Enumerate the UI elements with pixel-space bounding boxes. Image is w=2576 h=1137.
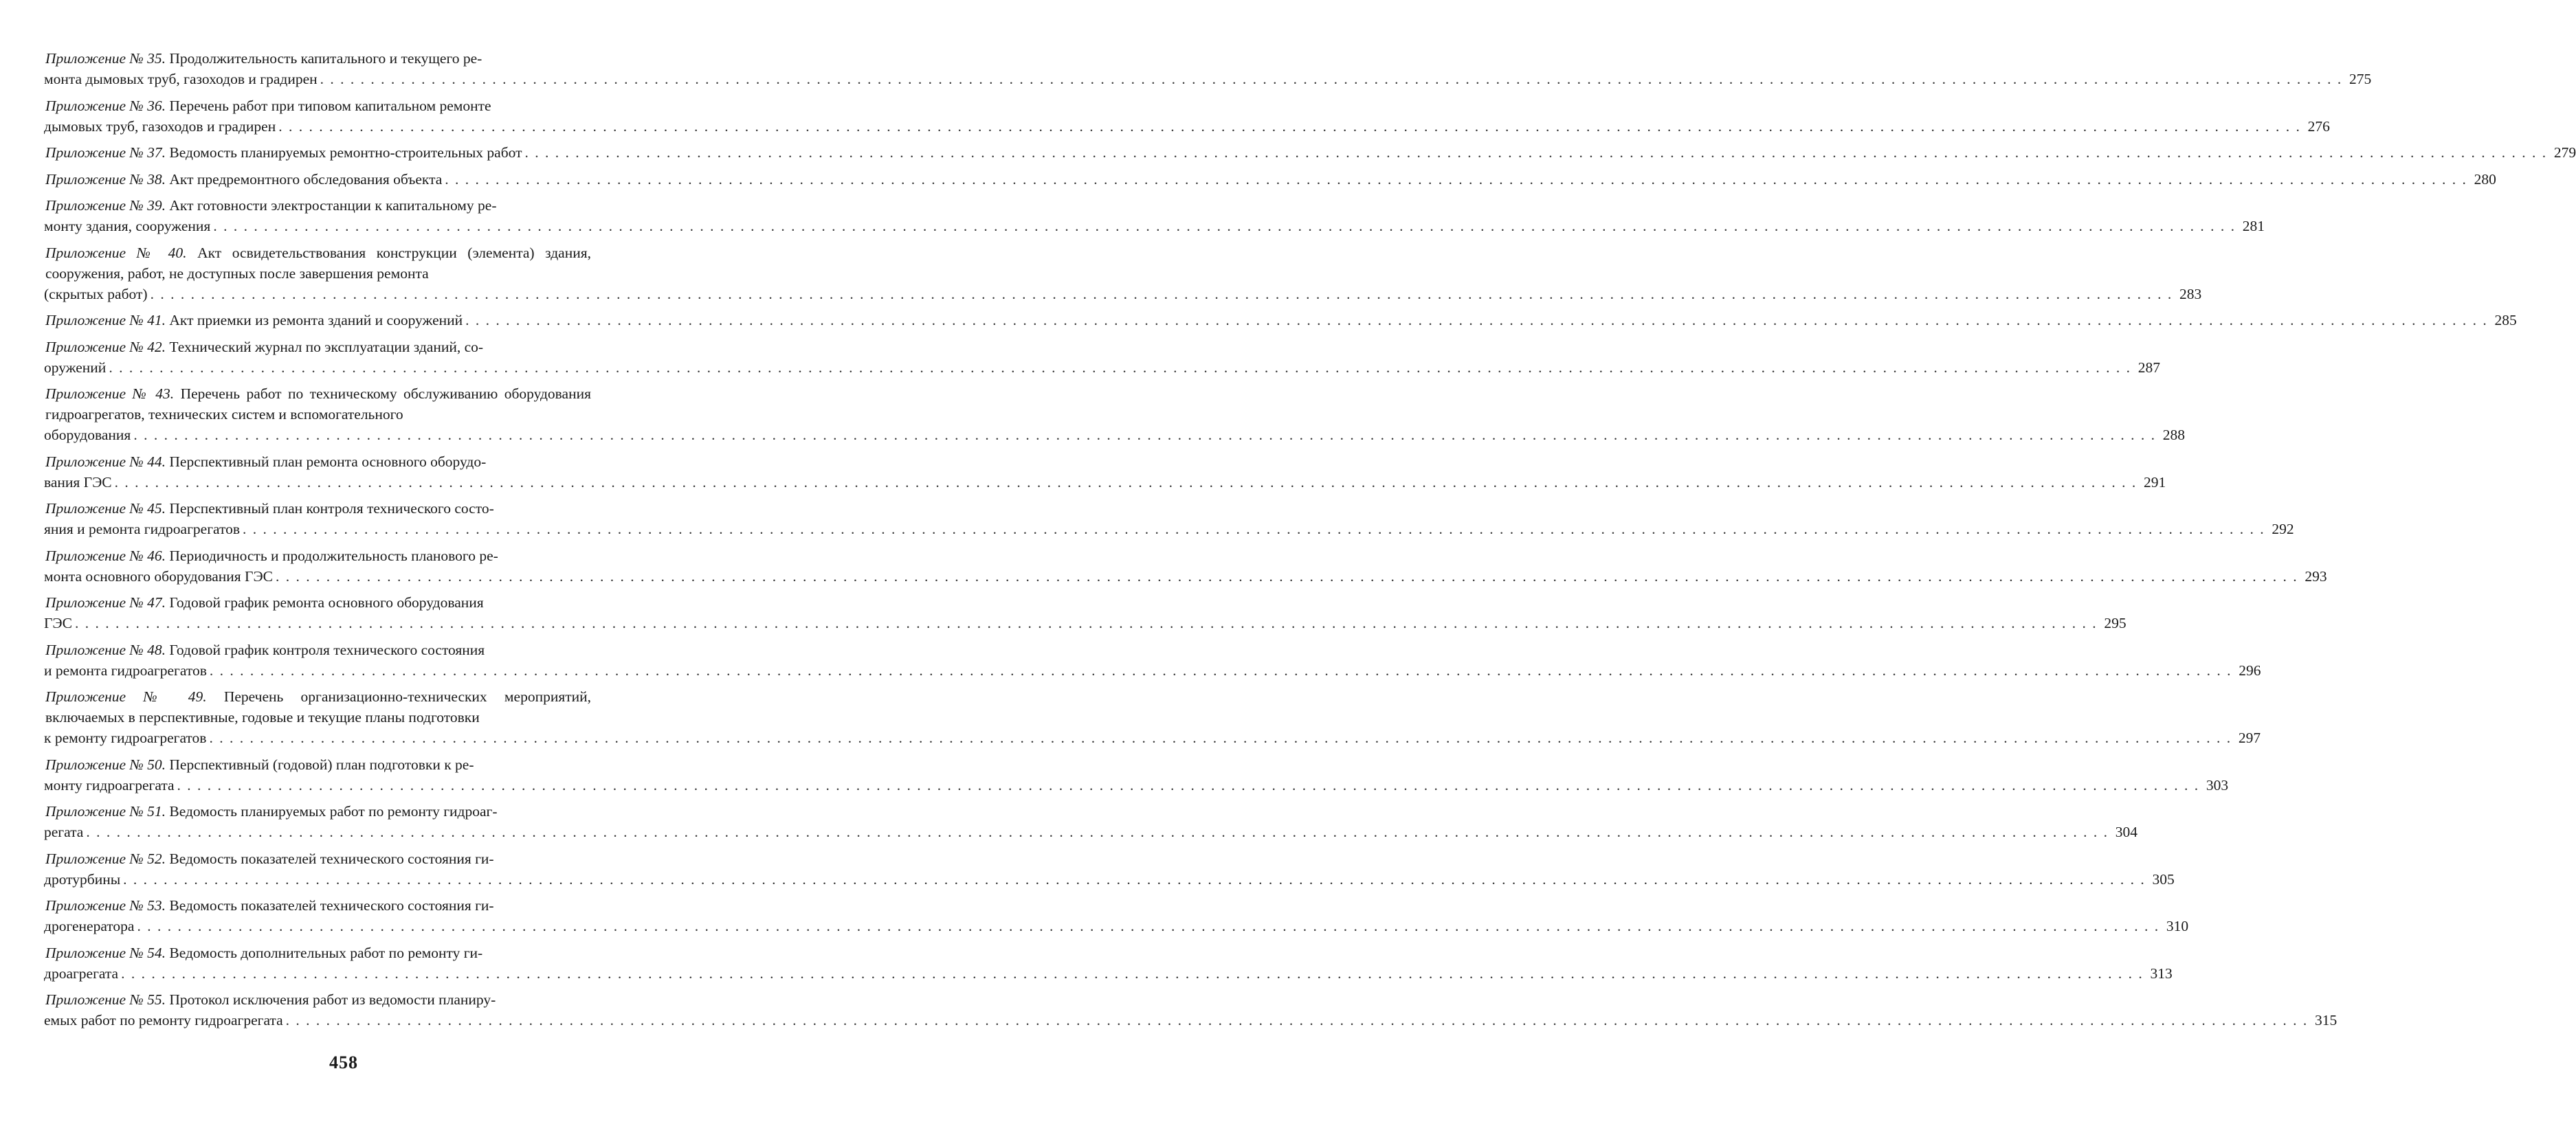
page-ref[interactable]: 291: [2144, 473, 2166, 491]
entry-title: Ведомость планируемых работ по ремонту гидроаг-: [169, 803, 498, 820]
entry-leader-line: [44, 116, 2330, 137]
toc-entry[interactable]: [44, 754, 2229, 796]
appendix-number: Приложение № 43.: [45, 385, 175, 402]
appendix-number: Приложение № 51.: [45, 803, 166, 820]
entry-leader-line: [44, 775, 2229, 796]
dot-leader: . . . . . . . . . . . . . . . . . . . . . . . . . . . . . . . . . . . . . . . . . . . . . . . . . . . . . . . . . . . . . . . . . . . . . . . . . . . . . . . . . . . . . . . . . . . . . . . . . . . . . . . . . . . . . . . . . . . . . . . . . . . . . . . . . . . . . . . . . . . . . . . . . . . . . . . . . . . . . . . . . . . . . . . . . . . . . . . . . . . . . . . . . . . . . . . . . . . . . . . .: [243, 521, 2265, 537]
page-ref[interactable]: 287: [2138, 359, 2160, 376]
entry-title-end: ГЭС: [44, 615, 72, 631]
appendix-number: Приложение № 55.: [45, 991, 166, 1008]
entry-title-end: монту гидроагрегата: [44, 776, 175, 793]
entry-title: Перспективный план контроля технического состо-: [169, 500, 494, 517]
appendix-number: Приложение № 53.: [45, 897, 166, 914]
appendix-number: Приложение № 41.: [45, 312, 166, 328]
toc-entry[interactable]: [44, 895, 2189, 936]
entry-heading: [44, 640, 591, 660]
entry-title: Периодичность и продолжительность планового ре-: [169, 547, 498, 564]
entry-title-end: вания ГЭС: [44, 473, 112, 491]
entry-leader-line: [44, 566, 2327, 587]
entry-title-end: [45, 142, 522, 163]
page-ref[interactable]: 304: [2115, 824, 2138, 840]
entry-title: Акт освидетельствования конструкции (элемента) здания, сооружения, работ, не доступных после завершения ремонта: [45, 244, 592, 282]
table-of-contents: [44, 48, 2576, 1037]
entry-heading: [44, 48, 591, 69]
entry-title-end: яния и ремонта гидроагрегатов: [44, 521, 241, 537]
toc-entry[interactable]: [44, 801, 2138, 842]
page-ref[interactable]: 285: [2494, 312, 2517, 328]
page-number: 458: [329, 1052, 358, 1072]
entry-heading: [44, 686, 591, 728]
toc-entry[interactable]: [44, 545, 2327, 587]
entry-title: Перспективный (годовой) план подготовки к ре-: [169, 756, 474, 773]
dot-leader: . . . . . . . . . . . . . . . . . . . . . . . . . . . . . . . . . . . . . . . . . . . . . . . . . . . . . . . . . . . . . . . . . . . . . . . . . . . . . . . . . . . . . . . . . . . . . . . . . . . . . . . . . . . . . . . . . . . . . . . . . . . . . . . . . . . . . . . . . . . . . . . . . . . . . . . . . . . . . . . . . . . . . . . . . . . . . . . . . . . . . . . . . . . . . . . . . . . . . . . .: [121, 965, 2144, 982]
page-ref[interactable]: 283: [2179, 285, 2202, 302]
page-ref[interactable]: 276: [2307, 117, 2330, 135]
toc-entry[interactable]: [44, 310, 2517, 330]
dot-leader: . . . . . . . . . . . . . . . . . . . . . . . . . . . . . . . . . . . . . . . . . . . . . . . . . . . . . . . . . . . . . . . . . . . . . . . . . . . . . . . . . . . . . . . . . . . . . . . . . . . . . . . . . . . . . . . . . . . . . . . . . . . . . . . . . . . . . . . . . . . . . . . . . . . . . . . . . . . . . . . . . . . . . . . . . . . . . . . . . . . . . . . . . . . . . . . . . . . . . . . .: [285, 1012, 2309, 1028]
entry-title-end: к ремонту гидроагрегатов: [44, 730, 207, 746]
toc-entry[interactable]: [44, 686, 2261, 748]
entry-leader-line: [44, 916, 2189, 936]
dot-leader: . . . . . . . . . . . . . . . . . . . . . . . . . . . . . . . . . . . . . . . . . . . . . . . . . . . . . . . . . . . . . . . . . . . . . . . . . . . . . . . . . . . . . . . . . . . . . . . . . . . . . . . . . . . . . . . . . . . . . . . . . . . . . . . . . . . . . . . . . . . . . . . . . . . . . . . . . . . . . . . . . . . . . . . . . . . . . . . . . . . . . . . . . . . . . . . . . . . . . . . .: [86, 824, 2109, 840]
dot-leader: . . . . . . . . . . . . . . . . . . . . . . . . . . . . . . . . . . . . . . . . . . . . . . . . . . . . . . . . . . . . . . . . . . . . . . . . . . . . . . . . . . . . . . . . . . . . . . . . . . . . . . . . . . . . . . . . . . . . . . . . . . . . . . . . . . . . . . . . . . . . . . . . . . . . . . . . . . . . . . . . . . . . . . . . . . . . . . . . . . . . . . . . . . . . . . . . . . . . . . . .: [524, 144, 2548, 161]
appendix-number: Приложение № 40.: [45, 244, 187, 261]
entry-title: Перспективный план ремонта основного оборудо-: [169, 453, 487, 470]
page-ref[interactable]: 313: [2150, 965, 2173, 982]
entry-title-end: емых работ по ремонту гидроагрегата: [44, 1012, 283, 1028]
appendix-number: Приложение № 35.: [45, 50, 166, 67]
dot-leader: . . . . . . . . . . . . . . . . . . . . . . . . . . . . . . . . . . . . . . . . . . . . . . . . . . . . . . . . . . . . . . . . . . . . . . . . . . . . . . . . . . . . . . . . . . . . . . . . . . . . . . . . . . . . . . . . . . . . . . . . . . . . . . . . . . . . . . . . . . . . . . . . . . . . . . . . . . . . . . . . . . . . . . . . . . . . . . . . . . . . . . . . . . . . . . . . . . . . . . . .: [133, 427, 2156, 443]
toc-entry[interactable]: [44, 383, 2185, 445]
entry-heading: [44, 451, 591, 472]
entry-title: Перечень организационно-технических мероприятий, включаемых в перспективные, годовые и текущие планы подготовки: [45, 688, 591, 725]
dot-leader: . . . . . . . . . . . . . . . . . . . . . . . . . . . . . . . . . . . . . . . . . . . . . . . . . . . . . . . . . . . . . . . . . . . . . . . . . . . . . . . . . . . . . . . . . . . . . . . . . . . . . . . . . . . . . . . . . . . . . . . . . . . . . . . . . . . . . . . . . . . . . . . . . . . . . . . . . . . . . . . . . . . . . . . . . . . . . . . . . . . . . . . . . . . . . . . . . . . . . . . .: [213, 218, 2236, 234]
dot-leader: . . . . . . . . . . . . . . . . . . . . . . . . . . . . . . . . . . . . . . . . . . . . . . . . . . . . . . . . . . . . . . . . . . . . . . . . . . . . . . . . . . . . . . . . . . . . . . . . . . . . . . . . . . . . . . . . . . . . . . . . . . . . . . . . . . . . . . . . . . . . . . . . . . . . . . . . . . . . . . . . . . . . . . . . . . . . . . . . . . . . . . . . . . . . . . . . . . . . . . . .: [109, 359, 2131, 376]
page-ref[interactable]: 305: [2152, 870, 2175, 888]
dot-leader: . . . . . . . . . . . . . . . . . . . . . . . . . . . . . . . . . . . . . . . . . . . . . . . . . . . . . . . . . . . . . . . . . . . . . . . . . . . . . . . . . . . . . . . . . . . . . . . . . . . . . . . . . . . . . . . . . . . . . . . . . . . . . . . . . . . . . . . . . . . . . . . . . . . . . . . . . . . . . . . . . . . . . . . . . . . . . . . . . . . . . . . . . . . . . . . . . . . . . . . .: [123, 870, 2146, 888]
appendix-number: Приложение № 50.: [45, 756, 166, 773]
entry-leader-line: [44, 310, 2517, 330]
toc-entry[interactable]: [44, 848, 2175, 890]
dot-leader: . . . . . . . . . . . . . . . . . . . . . . . . . . . . . . . . . . . . . . . . . . . . . . . . . . . . . . . . . . . . . . . . . . . . . . . . . . . . . . . . . . . . . . . . . . . . . . . . . . . . . . . . . . . . . . . . . . . . . . . . . . . . . . . . . . . . . . . . . . . . . . . . . . . . . . . . . . . . . . . . . . . . . . . . . . . . . . . . . . . . . . . . . . . . . . . . . . . . . . . .: [209, 730, 2232, 746]
toc-entry[interactable]: [44, 95, 2330, 137]
dot-leader: . . . . . . . . . . . . . . . . . . . . . . . . . . . . . . . . . . . . . . . . . . . . . . . . . . . . . . . . . . . . . . . . . . . . . . . . . . . . . . . . . . . . . . . . . . . . . . . . . . . . . . . . . . . . . . . . . . . . . . . . . . . . . . . . . . . . . . . . . . . . . . . . . . . . . . . . . . . . . . . . . . . . . . . . . . . . . . . . . . . . . . . . . . . . . . . . . . . . . . . .: [445, 170, 2467, 188]
appendix-number: Приложение № 38.: [45, 170, 166, 188]
page-ref[interactable]: 303: [2206, 776, 2229, 793]
entry-leader-line: [44, 425, 2185, 445]
entry-leader-line: [44, 216, 2265, 236]
entry-title: Акт приемки из ремонта зданий и сооружений: [169, 312, 463, 328]
toc-entry[interactable]: [44, 142, 2576, 163]
entry-title-end: дрогенератора: [44, 918, 135, 934]
entry-title: Ведомость показателей технического состояния ги-: [169, 850, 494, 867]
entry-leader-line: [44, 357, 2160, 378]
entry-title-end: регата: [44, 824, 84, 840]
entry-title-end: (скрытых работ): [44, 285, 148, 302]
toc-entry[interactable]: [44, 451, 2166, 493]
entry-title-end: и ремонта гидроагрегатов: [44, 662, 207, 679]
appendix-number: Приложение № 39.: [45, 197, 166, 214]
entry-heading: [44, 754, 591, 775]
entry-heading: [44, 989, 591, 1010]
entry-heading: [44, 498, 591, 519]
dot-leader: . . . . . . . . . . . . . . . . . . . . . . . . . . . . . . . . . . . . . . . . . . . . . . . . . . . . . . . . . . . . . . . . . . . . . . . . . . . . . . . . . . . . . . . . . . . . . . . . . . . . . . . . . . . . . . . . . . . . . . . . . . . . . . . . . . . . . . . . . . . . . . . . . . . . . . . . . . . . . . . . . . . . . . . . . . . . . . . . . . . . . . . . . . . . . . . . . . . . . . . .: [137, 918, 2160, 934]
dot-leader: . . . . . . . . . . . . . . . . . . . . . . . . . . . . . . . . . . . . . . . . . . . . . . . . . . . . . . . . . . . . . . . . . . . . . . . . . . . . . . . . . . . . . . . . . . . . . . . . . . . . . . . . . . . . . . . . . . . . . . . . . . . . . . . . . . . . . . . . . . . . . . . . . . . . . . . . . . . . . . . . . . . . . . . . . . . . . . . . . . . . . . . . . . . . . . . . . . . . . . . .: [114, 473, 2138, 491]
dot-leader: . . . . . . . . . . . . . . . . . . . . . . . . . . . . . . . . . . . . . . . . . . . . . . . . . . . . . . . . . . . . . . . . . . . . . . . . . . . . . . . . . . . . . . . . . . . . . . . . . . . . . . . . . . . . . . . . . . . . . . . . . . . . . . . . . . . . . . . . . . . . . . . . . . . . . . . . . . . . . . . . . . . . . . . . . . . . . . . . . . . . . . . . . . . . . . . . . . . . . . . .: [465, 312, 2488, 328]
entry-title: Годовой график контроля технического состояния: [169, 641, 485, 658]
toc-entry[interactable]: [44, 48, 2372, 89]
entry-title: Ведомость планируемых ремонтно-строительных работ: [169, 144, 522, 161]
toc-entry[interactable]: [44, 943, 2173, 984]
page-ref[interactable]: 292: [2272, 521, 2294, 537]
dot-leader: . . . . . . . . . . . . . . . . . . . . . . . . . . . . . . . . . . . . . . . . . . . . . . . . . . . . . . . . . . . . . . . . . . . . . . . . . . . . . . . . . . . . . . . . . . . . . . . . . . . . . . . . . . . . . . . . . . . . . . . . . . . . . . . . . . . . . . . . . . . . . . . . . . . . . . . . . . . . . . . . . . . . . . . . . . . . . . . . . . . . . . . . . . . . . . . . . . . . . . . .: [150, 285, 2173, 302]
entry-title: Технический журнал по эксплуатации зданий, со-: [169, 338, 484, 355]
entry-heading: [44, 337, 591, 357]
toc-entry[interactable]: [44, 640, 2261, 681]
entry-title-end: оборудования: [44, 427, 131, 443]
entry-leader-line: [44, 963, 2173, 984]
page-ref[interactable]: 279: [2553, 144, 2576, 161]
page-ref[interactable]: 297: [2238, 730, 2261, 746]
page-ref[interactable]: 310: [2166, 918, 2189, 934]
page-ref[interactable]: 275: [2349, 71, 2372, 87]
entry-title: Продолжительность капитального и текущего ре-: [169, 50, 482, 67]
toc-entry[interactable]: [44, 337, 2160, 378]
entry-title-end: [45, 169, 442, 190]
entry-title: Акт готовности электростанции к капитальному ре-: [169, 197, 497, 214]
entry-heading: [44, 848, 591, 869]
appendix-number: Приложение № 46.: [45, 547, 166, 564]
entry-title: Ведомость дополнительных работ по ремонту ги-: [169, 944, 483, 961]
entry-heading: [44, 383, 591, 425]
page-ref[interactable]: 293: [2305, 567, 2327, 585]
page-ref[interactable]: 281: [2242, 218, 2265, 234]
entry-leader-line: [44, 169, 2496, 190]
appendix-number: Приложение № 42.: [45, 338, 166, 355]
entry-title-end: [45, 310, 463, 330]
entry-leader-line: [44, 1010, 2338, 1031]
dot-leader: . . . . . . . . . . . . . . . . . . . . . . . . . . . . . . . . . . . . . . . . . . . . . . . . . . . . . . . . . . . . . . . . . . . . . . . . . . . . . . . . . . . . . . . . . . . . . . . . . . . . . . . . . . . . . . . . . . . . . . . . . . . . . . . . . . . . . . . . . . . . . . . . . . . . . . . . . . . . . . . . . . . . . . . . . . . . . . . . . . . . . . . . . . . . . . . . . . . . . . . .: [209, 662, 2232, 679]
appendix-number: Приложение № 48.: [45, 641, 166, 658]
entry-title: Перечень работ при типовом капитальном ремонте: [169, 97, 491, 114]
entry-heading: [44, 592, 591, 613]
entry-heading: [44, 801, 591, 822]
entry-leader-line: [44, 142, 2576, 163]
dot-leader: . . . . . . . . . . . . . . . . . . . . . . . . . . . . . . . . . . . . . . . . . . . . . . . . . . . . . . . . . . . . . . . . . . . . . . . . . . . . . . . . . . . . . . . . . . . . . . . . . . . . . . . . . . . . . . . . . . . . . . . . . . . . . . . . . . . . . . . . . . . . . . . . . . . . . . . . . . . . . . . . . . . . . . . . . . . . . . . . . . . . . . . . . . . . . . . . . . . . . . . .: [320, 71, 2343, 87]
entry-title: Ведомость показателей технического состояния ги-: [169, 897, 494, 914]
entry-title-end: дротурбины: [44, 870, 121, 888]
appendix-number: Приложение № 54.: [45, 944, 166, 961]
entry-title: Годовой график ремонта основного оборудования: [169, 594, 484, 611]
entry-title-end: дымовых труб, газоходов и градирен: [44, 117, 276, 135]
page-ref[interactable]: 288: [2162, 427, 2185, 443]
entry-title-end: дроагрегата: [44, 965, 119, 982]
entry-title: Акт предремонтного обследования объекта: [169, 170, 443, 188]
entry-title: Протокол исключения работ из ведомости планиру-: [169, 991, 496, 1008]
entry-heading: [44, 943, 591, 963]
page-ref[interactable]: 296: [2239, 662, 2261, 679]
appendix-number: Приложение № 52.: [45, 850, 166, 867]
entry-leader-line: [44, 660, 2261, 681]
appendix-number: Приложение № 45.: [45, 500, 166, 517]
page-ref[interactable]: 295: [2104, 615, 2127, 631]
entry-heading: [44, 895, 591, 916]
entry-title-end: монту здания, сооружения: [44, 218, 211, 234]
entry-leader-line: [44, 869, 2175, 890]
toc-entry[interactable]: [44, 989, 2338, 1031]
page-ref[interactable]: 315: [2315, 1012, 2338, 1028]
entry-leader-line: [44, 519, 2294, 539]
entry-leader-line: [44, 69, 2372, 89]
entry-leader-line: [44, 472, 2166, 493]
dot-leader: . . . . . . . . . . . . . . . . . . . . . . . . . . . . . . . . . . . . . . . . . . . . . . . . . . . . . . . . . . . . . . . . . . . . . . . . . . . . . . . . . . . . . . . . . . . . . . . . . . . . . . . . . . . . . . . . . . . . . . . . . . . . . . . . . . . . . . . . . . . . . . . . . . . . . . . . . . . . . . . . . . . . . . . . . . . . . . . . . . . . . . . . . . . . . . . . . . . . . . . .: [177, 776, 2200, 793]
appendix-number: Приложение № 44.: [45, 453, 166, 470]
entry-leader-line: [44, 284, 2202, 304]
appendix-number: Приложение № 37.: [45, 144, 166, 161]
entry-heading: [44, 95, 591, 116]
entry-title-end: монта основного оборудования ГЭС: [44, 567, 273, 585]
toc-entry[interactable]: [44, 243, 2202, 304]
dot-leader: . . . . . . . . . . . . . . . . . . . . . . . . . . . . . . . . . . . . . . . . . . . . . . . . . . . . . . . . . . . . . . . . . . . . . . . . . . . . . . . . . . . . . . . . . . . . . . . . . . . . . . . . . . . . . . . . . . . . . . . . . . . . . . . . . . . . . . . . . . . . . . . . . . . . . . . . . . . . . . . . . . . . . . . . . . . . . . . . . . . . . . . . . . . . . . . . . . . . . . . .: [74, 615, 2098, 631]
toc-entry[interactable]: [44, 195, 2265, 236]
appendix-number: Приложение № 47.: [45, 594, 166, 611]
dot-leader: . . . . . . . . . . . . . . . . . . . . . . . . . . . . . . . . . . . . . . . . . . . . . . . . . . . . . . . . . . . . . . . . . . . . . . . . . . . . . . . . . . . . . . . . . . . . . . . . . . . . . . . . . . . . . . . . . . . . . . . . . . . . . . . . . . . . . . . . . . . . . . . . . . . . . . . . . . . . . . . . . . . . . . . . . . . . . . . . . . . . . . . . . . . . . . . . . . . . . . . .: [278, 117, 2301, 135]
dot-leader: . . . . . . . . . . . . . . . . . . . . . . . . . . . . . . . . . . . . . . . . . . . . . . . . . . . . . . . . . . . . . . . . . . . . . . . . . . . . . . . . . . . . . . . . . . . . . . . . . . . . . . . . . . . . . . . . . . . . . . . . . . . . . . . . . . . . . . . . . . . . . . . . . . . . . . . . . . . . . . . . . . . . . . . . . . . . . . . . . . . . . . . . . . . . . . . . . . . . . . . .: [275, 567, 2298, 585]
appendix-number: Приложение № 49.: [45, 688, 207, 705]
entry-leader-line: [44, 613, 2127, 633]
entry-title-end: оружений: [44, 359, 107, 376]
appendix-number: Приложение № 36.: [45, 97, 166, 114]
entry-leader-line: [44, 728, 2261, 748]
entry-title: Перечень работ по техническому обслуживанию оборудования гидроагрегатов, технических систем и вспомогательного: [45, 385, 591, 423]
toc-entry[interactable]: [44, 498, 2294, 539]
entry-leader-line: [44, 822, 2138, 842]
entry-heading: [44, 243, 591, 284]
toc-entry[interactable]: [44, 169, 2496, 190]
entry-heading: [44, 545, 591, 566]
page-ref[interactable]: 280: [2474, 170, 2496, 188]
entry-title-end: монта дымовых труб, газоходов и градирен: [44, 71, 318, 87]
toc-entry[interactable]: [44, 592, 2127, 633]
entry-heading: [44, 195, 591, 216]
